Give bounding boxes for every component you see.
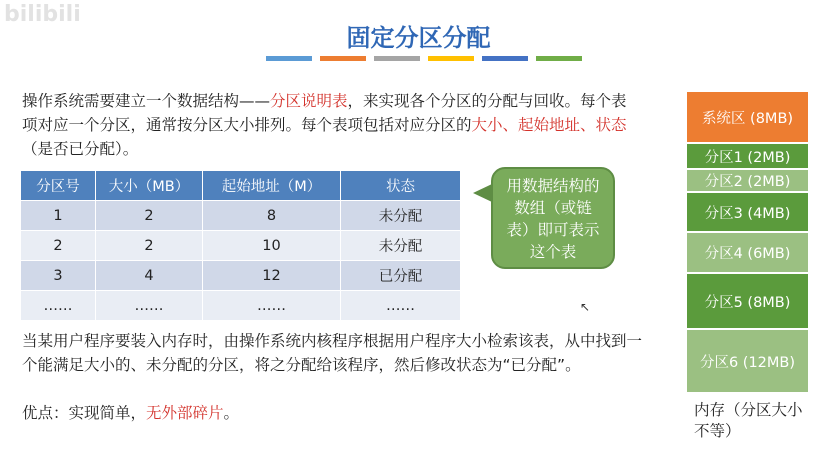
table-header-id: 分区号 [21,171,96,201]
intro-text-3: （是否已分配）。 [22,140,139,158]
memory-block-label: 分区4 (6MB) [704,246,791,262]
memory-block-label: 分区3 (4MB) [704,205,791,222]
table-cell: 4 [96,261,203,291]
intro-highlight-table-name: 分区说明表 [270,92,348,110]
memory-block-partition-5 [686,273,809,329]
memory-block-partition-2 [686,169,809,192]
color-bar-5 [482,56,528,61]
intro-highlight-fields: 大小、起始地址、状态 [471,116,627,134]
table-row [21,261,461,291]
memory-block-label: 分区2 (2MB) [704,174,791,190]
advantage-highlight: 无外部碎片 [146,404,224,422]
table-cell: 12 [203,261,341,291]
slide-title: 固定分区分配 [346,24,491,52]
partition-table [20,170,461,321]
mouse-cursor-icon: ↖ [580,300,591,314]
memory-block-label: 分区5 (8MB) [704,294,791,311]
table-cell: 10 [203,231,341,261]
table-header-size: 大小（MB） [96,171,203,201]
intro-text-1: 操作系统需要建立一个数据结构—— [22,92,271,110]
body-paragraph: 当某用户程序要装入内存时，由操作系统内核程序根据用户程序大小检索该表，从中找到一个能满足大小的、未分配的分区，将之分配给该程序，然后修改状态为“已分配”。 [22,332,643,374]
color-bar-6 [536,56,582,61]
table-cell: …… [96,291,203,321]
table-cell: …… [203,291,341,321]
advantage-end: 。 [223,404,240,422]
table-cell: 2 [96,201,203,231]
advantage-label: 优点：实现简单， [22,404,147,422]
memory-block-label: 分区6 (12MB) [699,354,796,371]
color-bar-1 [266,56,312,61]
table-cell: 已分配 [341,261,461,291]
color-bar-4 [428,56,474,61]
table-header-start: 起始地址（M） [203,171,341,201]
table-cell: 1 [21,201,96,231]
memory-block-system [686,91,809,143]
table-cell: …… [21,291,96,321]
table-cell: 3 [21,261,96,291]
memory-block-partition-4 [686,232,809,273]
table-cell: 未分配 [341,231,461,261]
table-row [21,201,461,231]
memory-block-label: 系统区 (8MB) [701,110,794,127]
memory-block-partition-1 [686,143,809,169]
table-row [21,231,461,261]
table-cell: 2 [21,231,96,261]
intro-text-2: ，来实现各个分区的分配与回收。每个表项对应一个分区，通常按分区大小排列。每个表项包括对应分区的 [22,92,627,134]
table-cell: 8 [203,201,341,231]
intro-paragraph [22,89,642,161]
table-header-row [21,171,461,201]
speech-bubble-tail [473,184,492,202]
bilibili-watermark: bilibili [4,2,81,27]
color-bar-3 [374,56,420,61]
table-cell: 未分配 [341,201,461,231]
title-color-bars [266,56,582,61]
advantage-line [22,401,642,425]
table-header-status: 状态 [341,171,461,201]
table-cell: 2 [96,231,203,261]
memory-block-label: 分区1 (2MB) [704,149,791,166]
memory-caption: 内存（分区大小不等） [694,401,803,440]
table-row [21,291,461,321]
table-cell: …… [341,291,461,321]
speech-bubble: 用数据结构的数组（或链表）即可表示这个表 [491,167,615,269]
memory-diagram [686,91,809,393]
memory-block-partition-6 [686,329,809,393]
memory-block-partition-3 [686,192,809,232]
color-bar-2 [320,56,366,61]
